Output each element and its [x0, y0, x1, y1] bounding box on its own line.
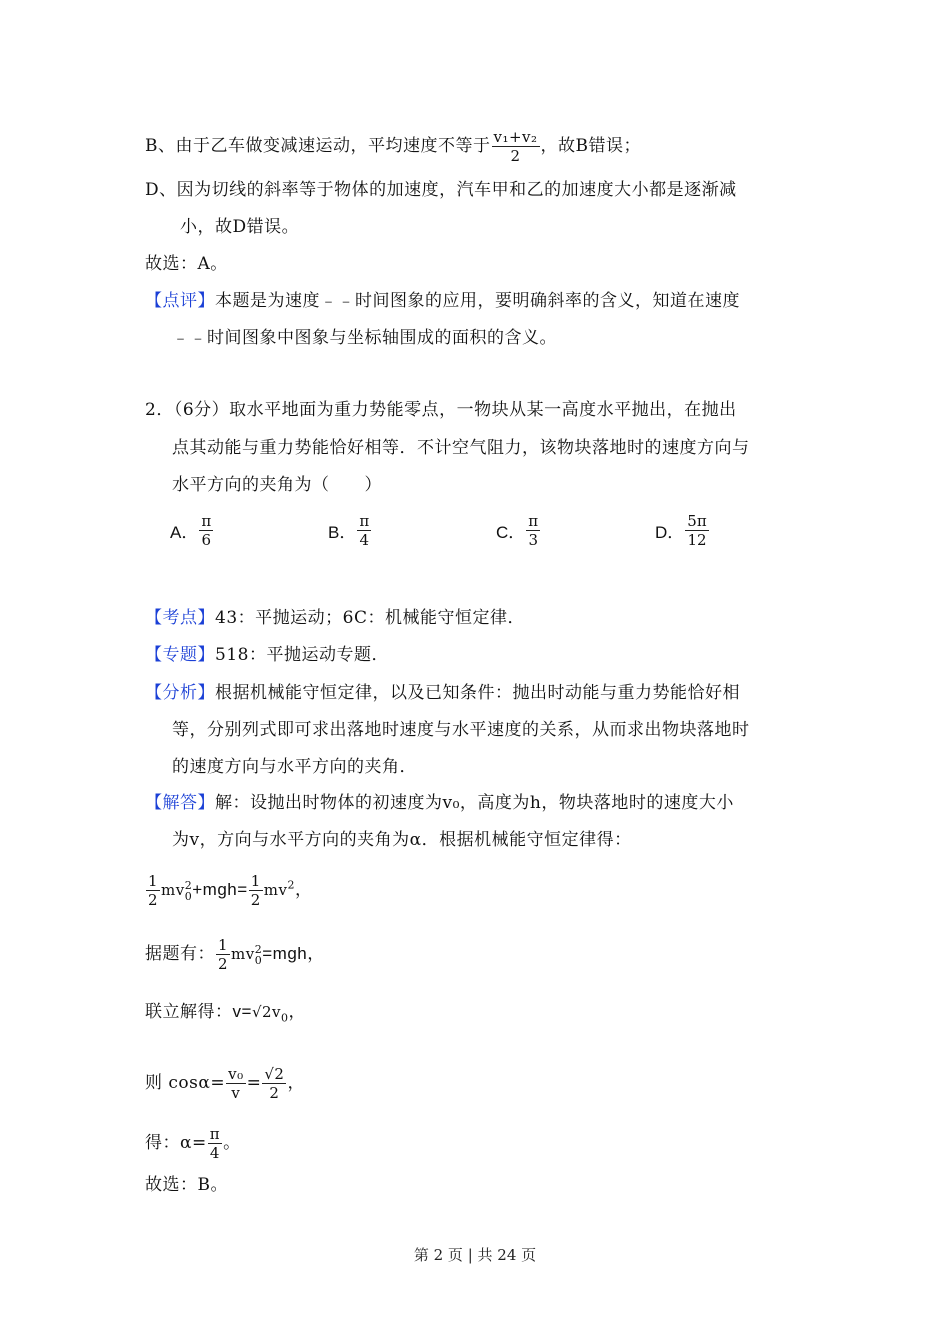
fenxi-line3: 的速度方向与水平方向的夹角．: [172, 757, 417, 777]
equation-given-condition: 据题有： $\frac{1}{2}$ mv 2 0 =mgh，: [145, 936, 325, 973]
comment-line2: ﹣﹣时间图象中图象与坐标轴围成的面积的含义。: [172, 328, 557, 348]
option-c-fraction: $\frac{\pi}{3}$: [528, 512, 539, 549]
sqrt2-over-2-fraction: $\frac{√2}{2}$: [264, 1065, 285, 1102]
option-d-fraction: $\frac{5\pi}{12}$: [687, 512, 707, 549]
kaodian-text: 43：平抛运动；6C：机械能守恒定律．: [215, 608, 525, 628]
option-d: D． $\frac{5\pi}{12}$: [655, 512, 707, 549]
zhuanti-text: 518：平抛运动专题．: [215, 645, 389, 665]
question-score: （6分）: [173, 400, 230, 420]
jieda-line2: 为v，方向与水平方向的夹角为α．根据机械能守恒定律得：: [172, 830, 632, 850]
comment-line1: [145, 291, 740, 311]
pi-over-4-fraction: $\frac{\pi}{4}$: [209, 1125, 221, 1162]
zhuanti-tag: 【专题】: [145, 645, 215, 665]
half-fraction-3: $\frac{1}{2}$: [218, 936, 229, 973]
kaodian-line: [145, 608, 525, 628]
comment-tag: 【点评】: [145, 291, 215, 311]
fenxi-text-1: 根据机械能守恒定律，以及已知条件：抛出时动能与重力势能恰好相: [215, 683, 740, 703]
equation-cos-alpha: 则 cosα= $\frac{\text{v₀}}{v}$ = $\frac{√2}{2}$ ，: [145, 1065, 305, 1102]
option-c: C． $\frac{\pi}{3}$: [496, 512, 539, 549]
option-b-fraction: $\frac{\pi}{4}$: [359, 512, 370, 549]
prev-option-d-line1: D、因为切线的斜率等于物体的加速度，汽车甲和乙的加速度大小都是逐渐减: [145, 180, 737, 200]
fenxi-line1: [145, 683, 740, 703]
prev-option-b-suffix: ，故B错误；: [540, 136, 642, 156]
half-fraction: $\frac{1}{2}$: [148, 872, 159, 909]
jieda-line1: [145, 793, 734, 813]
question-line2: 点其动能与重力势能恰好相等．不计空气阻力，该物块落地时的速度方向与: [172, 438, 750, 458]
half-fraction-2: $\frac{1}{2}$: [250, 872, 261, 909]
comment-text-1: 本题是为速度﹣﹣时间图象的应用，要明确斜率的含义，知道在速度: [215, 291, 740, 311]
option-a-fraction: $\frac{\pi}{6}$: [201, 512, 212, 549]
jieda-tag: 【解答】: [145, 793, 215, 813]
prev-option-b-line: [145, 128, 641, 165]
jieda-text-1: 解：设抛出时物体的初速度为v₀，高度为h，物块落地时的速度大小: [215, 793, 734, 813]
kaodian-tag: 【考点】: [145, 608, 215, 628]
option-a: A． $\frac{\pi}{6}$: [170, 512, 212, 549]
fenxi-line2: 等，分别列式即可求出落地时速度与水平速度的关系，从而求出物块落地时: [172, 720, 750, 740]
equation-alpha: 得：α= $\frac{\pi}{4}$ 。: [145, 1125, 241, 1162]
question-number: 2．: [145, 400, 174, 420]
question-line1: [145, 400, 737, 420]
question-line3: 水平方向的夹角为（ ）: [172, 475, 382, 495]
final-answer: 故选：B。: [145, 1175, 228, 1195]
zhuanti-line: [145, 645, 389, 665]
equation-energy-conservation: $\frac{1}{2}$ mv 2 0 +mgh= $\frac{1}{2}$ $mv^2$，: [148, 872, 313, 909]
prev-answer: 故选：A。: [145, 254, 228, 274]
page-footer: 第 2 页 | 共 24 页: [413, 1246, 537, 1264]
fenxi-tag: 【分析】: [145, 683, 215, 703]
v0-over-v-fraction: $\frac{\text{v₀}}{v}$: [228, 1065, 244, 1102]
question-text-1: 取水平地面为重力势能零点，一物块从某一高度水平抛出，在抛出: [229, 400, 737, 420]
option-b: B． $\frac{\pi}{4}$: [328, 512, 370, 549]
prev-option-d-line2: 小，故D错误。: [180, 217, 300, 237]
prev-option-b-prefix: B、由于乙车做变减速运动，平均速度不等于: [145, 136, 491, 156]
average-velocity-fraction: $\frac{\text{v₁+v₂}}{2}$: [493, 128, 538, 165]
equation-solution-v: 联立解得：$v=√2v_0$，: [145, 1002, 307, 1025]
